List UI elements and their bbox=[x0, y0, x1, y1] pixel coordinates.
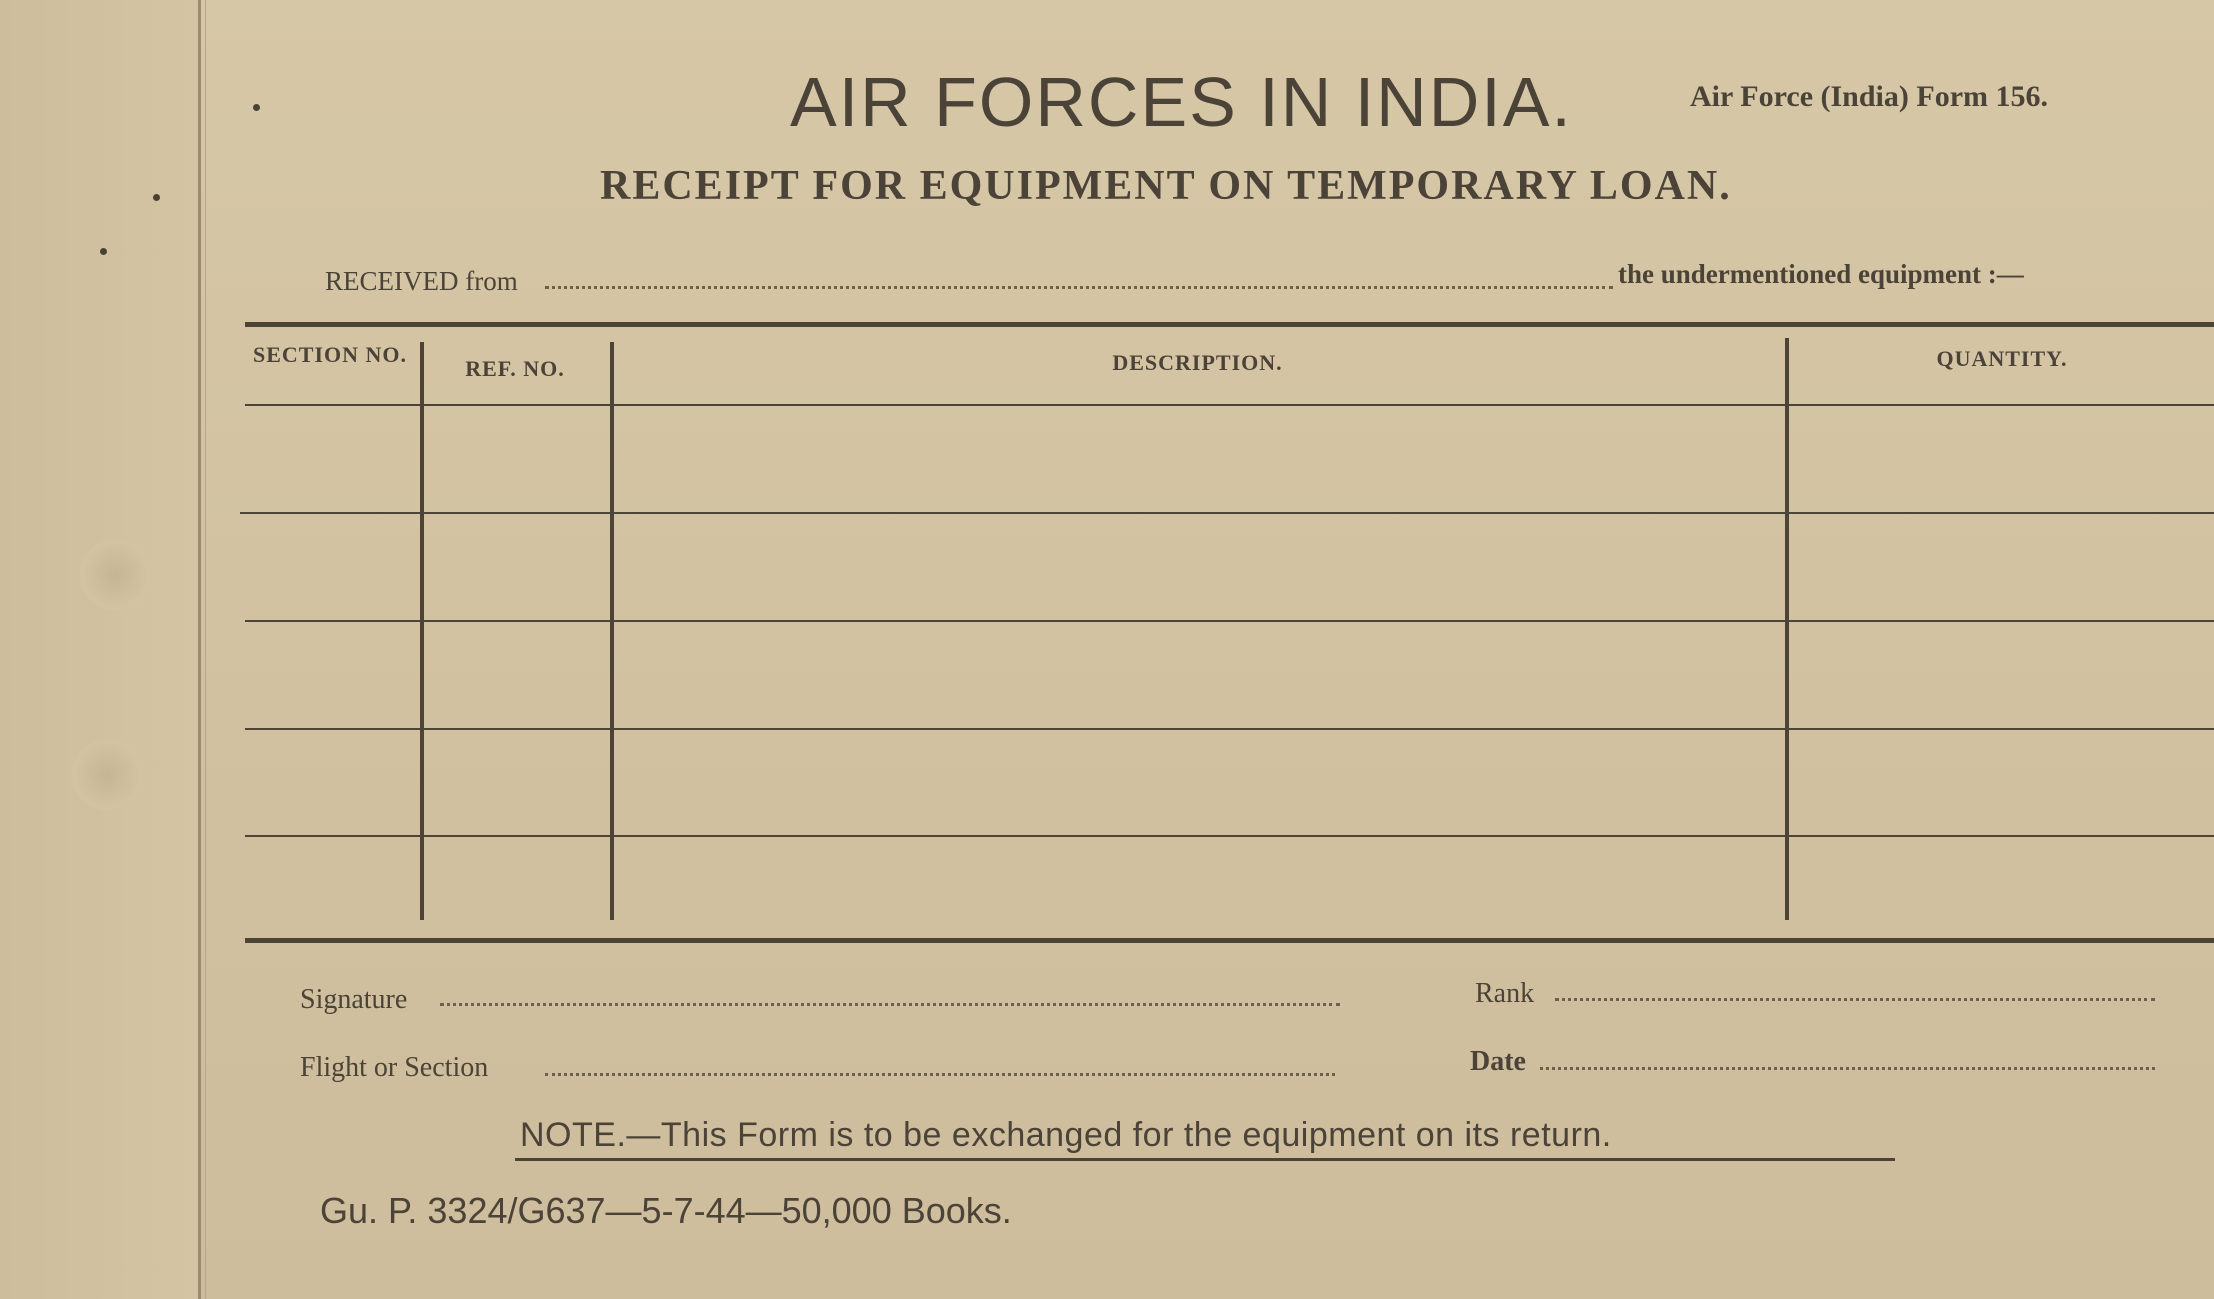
column-divider bbox=[610, 342, 614, 920]
date-field[interactable] bbox=[1540, 1067, 2155, 1070]
form-subtitle: RECEIPT FOR EQUIPMENT ON TEMPORARY LOAN. bbox=[600, 163, 1732, 209]
table-row-rule bbox=[245, 835, 2214, 837]
column-header-description: DESCRIPTION. bbox=[1112, 350, 1283, 375]
note-underline bbox=[515, 1158, 1895, 1161]
signature-field[interactable] bbox=[440, 1003, 1340, 1006]
table-row-rule bbox=[245, 728, 2214, 730]
form-number: Air Force (India) Form 156. bbox=[1690, 80, 2048, 113]
printer-imprint: Gu. P. 3324/G637—5-7-44—50,000 Books. bbox=[320, 1190, 1012, 1231]
ink-speck bbox=[253, 104, 260, 111]
table-bottom-border bbox=[245, 938, 2214, 943]
exchange-note: NOTE.—This Form is to be exchanged for the equipment on its return. bbox=[520, 1116, 1612, 1154]
punch-hole bbox=[72, 740, 142, 810]
received-from-field[interactable] bbox=[545, 286, 1613, 289]
table-top-border bbox=[245, 322, 2214, 327]
flight-section-field[interactable] bbox=[545, 1073, 1335, 1076]
rank-label: Rank bbox=[1475, 978, 1535, 1009]
column-header-ref-no: REF. NO. bbox=[465, 356, 565, 381]
perforation-line bbox=[198, 0, 201, 1299]
signature-label: Signature bbox=[300, 984, 408, 1015]
date-label: Date bbox=[1470, 1046, 1526, 1077]
table-row-rule bbox=[240, 512, 2214, 514]
section-no-label: SECTION NO. bbox=[252, 342, 408, 367]
perforation-line-shadow bbox=[205, 0, 206, 1299]
received-from-label: RECEIVED from bbox=[325, 266, 518, 296]
form-title: AIR FORCES IN INDIA. bbox=[790, 63, 1573, 141]
table-row-rule bbox=[245, 620, 2214, 622]
ink-speck bbox=[153, 194, 160, 201]
received-suffix: the undermentioned equipment :— bbox=[1618, 259, 2024, 289]
ink-speck bbox=[100, 248, 107, 255]
column-header-section bbox=[245, 342, 415, 368]
column-header-quantity: QUANTITY. bbox=[1936, 346, 2068, 371]
flight-section-label: Flight or Section bbox=[300, 1052, 489, 1083]
column-divider bbox=[1785, 338, 1789, 920]
header-rule bbox=[245, 404, 2214, 406]
counterfoil-stub bbox=[0, 0, 200, 1299]
rank-field[interactable] bbox=[1555, 998, 2155, 1001]
column-divider bbox=[420, 342, 424, 920]
punch-hole bbox=[80, 540, 150, 610]
